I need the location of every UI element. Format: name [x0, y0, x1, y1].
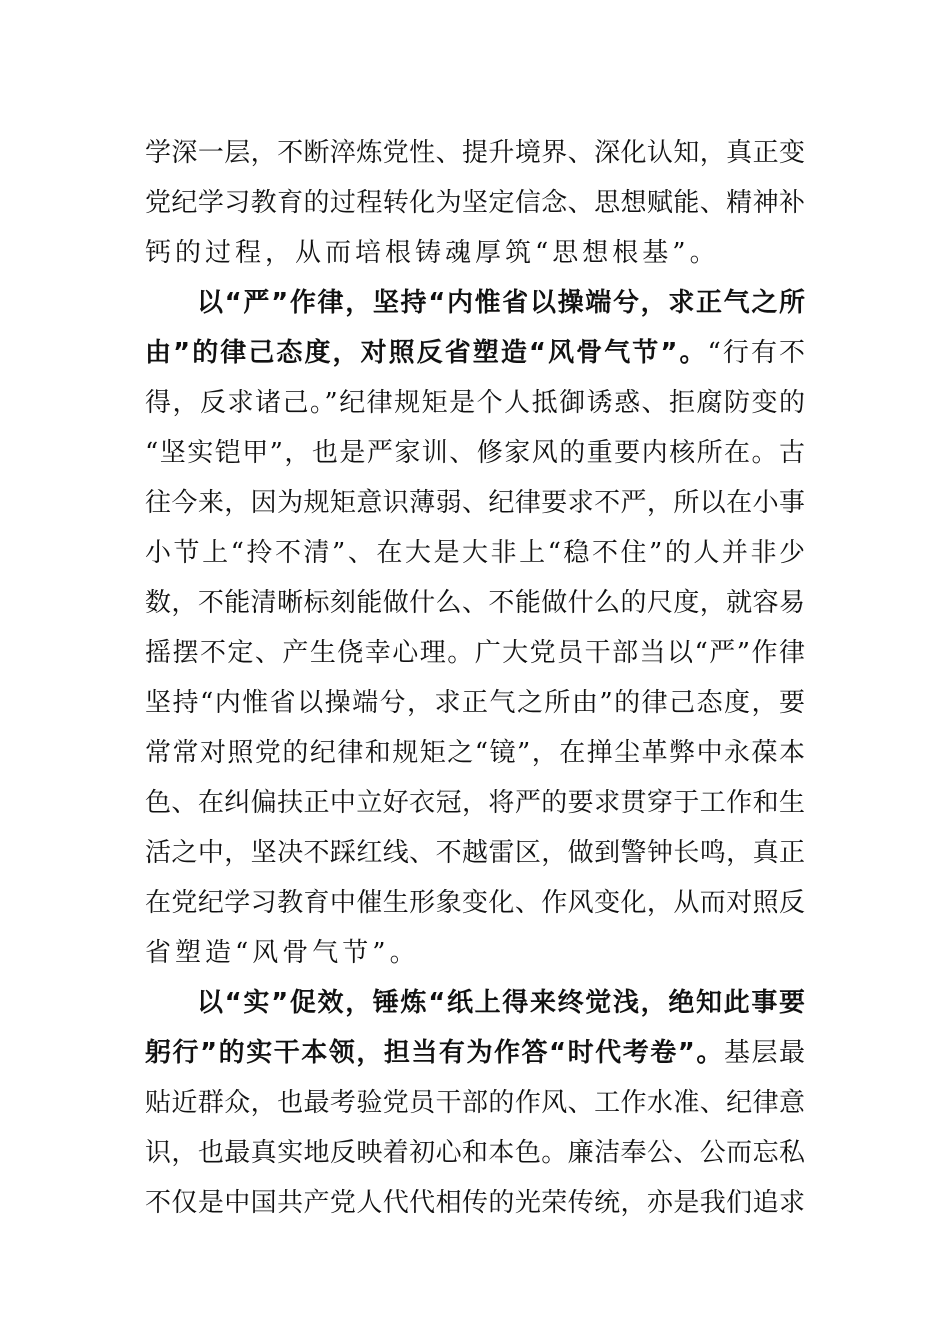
paragraph-line: 坚持“内惟省以操端兮，求正气之所由”的律己态度，要 — [145, 688, 805, 718]
section-heading-line — [145, 328, 805, 378]
paragraph-line: 识，也最真实地反映着初心和本色。廉洁奉公、公而忘私 — [145, 1138, 805, 1168]
paragraph-line: 学深一层，不断淬炼党性、提升境界、深化认知，真正变 — [145, 138, 805, 168]
paragraph-line: 在党纪学习教育中催生形象变化、作风变化，从而对照反 — [145, 888, 805, 918]
paragraph-line: 往今来，因为规矩意识薄弱、纪律要求不严，所以在小事 — [145, 488, 805, 518]
paragraph-line: “坚实铠甲”，也是严家训、修家风的重要内核所在。古 — [145, 438, 805, 468]
paragraph-text: 基层最 — [723, 1038, 805, 1068]
section-heading-text: 躬行”的实干本领，担当有为作答“时代考卷”。 — [145, 1038, 724, 1068]
paragraph-line: 活之中，坚决不踩红线、不越雷区，做到警钟长鸣，真正 — [145, 838, 805, 868]
section-heading-text: 由”的律己态度，对照反省塑造“风骨气节”。 — [145, 338, 708, 368]
paragraph-line: 数，不能清晰标刻能做什么、不能做什么的尺度，就容易 — [145, 588, 805, 618]
paragraph-line: 省塑造“风骨气节”。 — [145, 938, 420, 968]
paragraph-line: 钙的过程，从而培根铸魂厚筑“思想根基”。 — [145, 238, 720, 268]
paragraph-line: 色、在纠偏扶正中立好衣冠，将严的要求贯穿于工作和生 — [145, 788, 805, 818]
section-heading-line: 以“严”作律，坚持“内惟省以操端兮，求正气之所 — [197, 288, 805, 318]
paragraph-line: 党纪学习教育的过程转化为坚定信念、思想赋能、精神补 — [145, 188, 805, 218]
paragraph-line: 得，反求诸己。”纪律规矩是个人抵御诱惑、拒腐防变的 — [145, 388, 805, 418]
section-heading-line: 以“实”促效，锤炼“纸上得来终觉浅，绝知此事要 — [197, 988, 805, 1018]
paragraph-line: 贴近群众，也最考验党员干部的作风、工作水准、纪律意 — [145, 1088, 805, 1118]
paragraph-line: 摇摆不定、产生侥幸心理。广大党员干部当以“严”作律 — [145, 638, 805, 668]
paragraph-line: 常常对照党的纪律和规矩之“镜”，在掸尘革弊中永葆本 — [145, 738, 805, 768]
section-heading-line — [145, 1028, 805, 1078]
paragraph-line: 不仅是中国共产党人代代相传的光荣传统，亦是我们追求 — [145, 1188, 805, 1218]
paragraph-text: “行有不 — [707, 338, 806, 368]
paragraph-line: 小节上“拎不清”、在大是大非上“稳不住”的人并非少 — [145, 538, 805, 568]
